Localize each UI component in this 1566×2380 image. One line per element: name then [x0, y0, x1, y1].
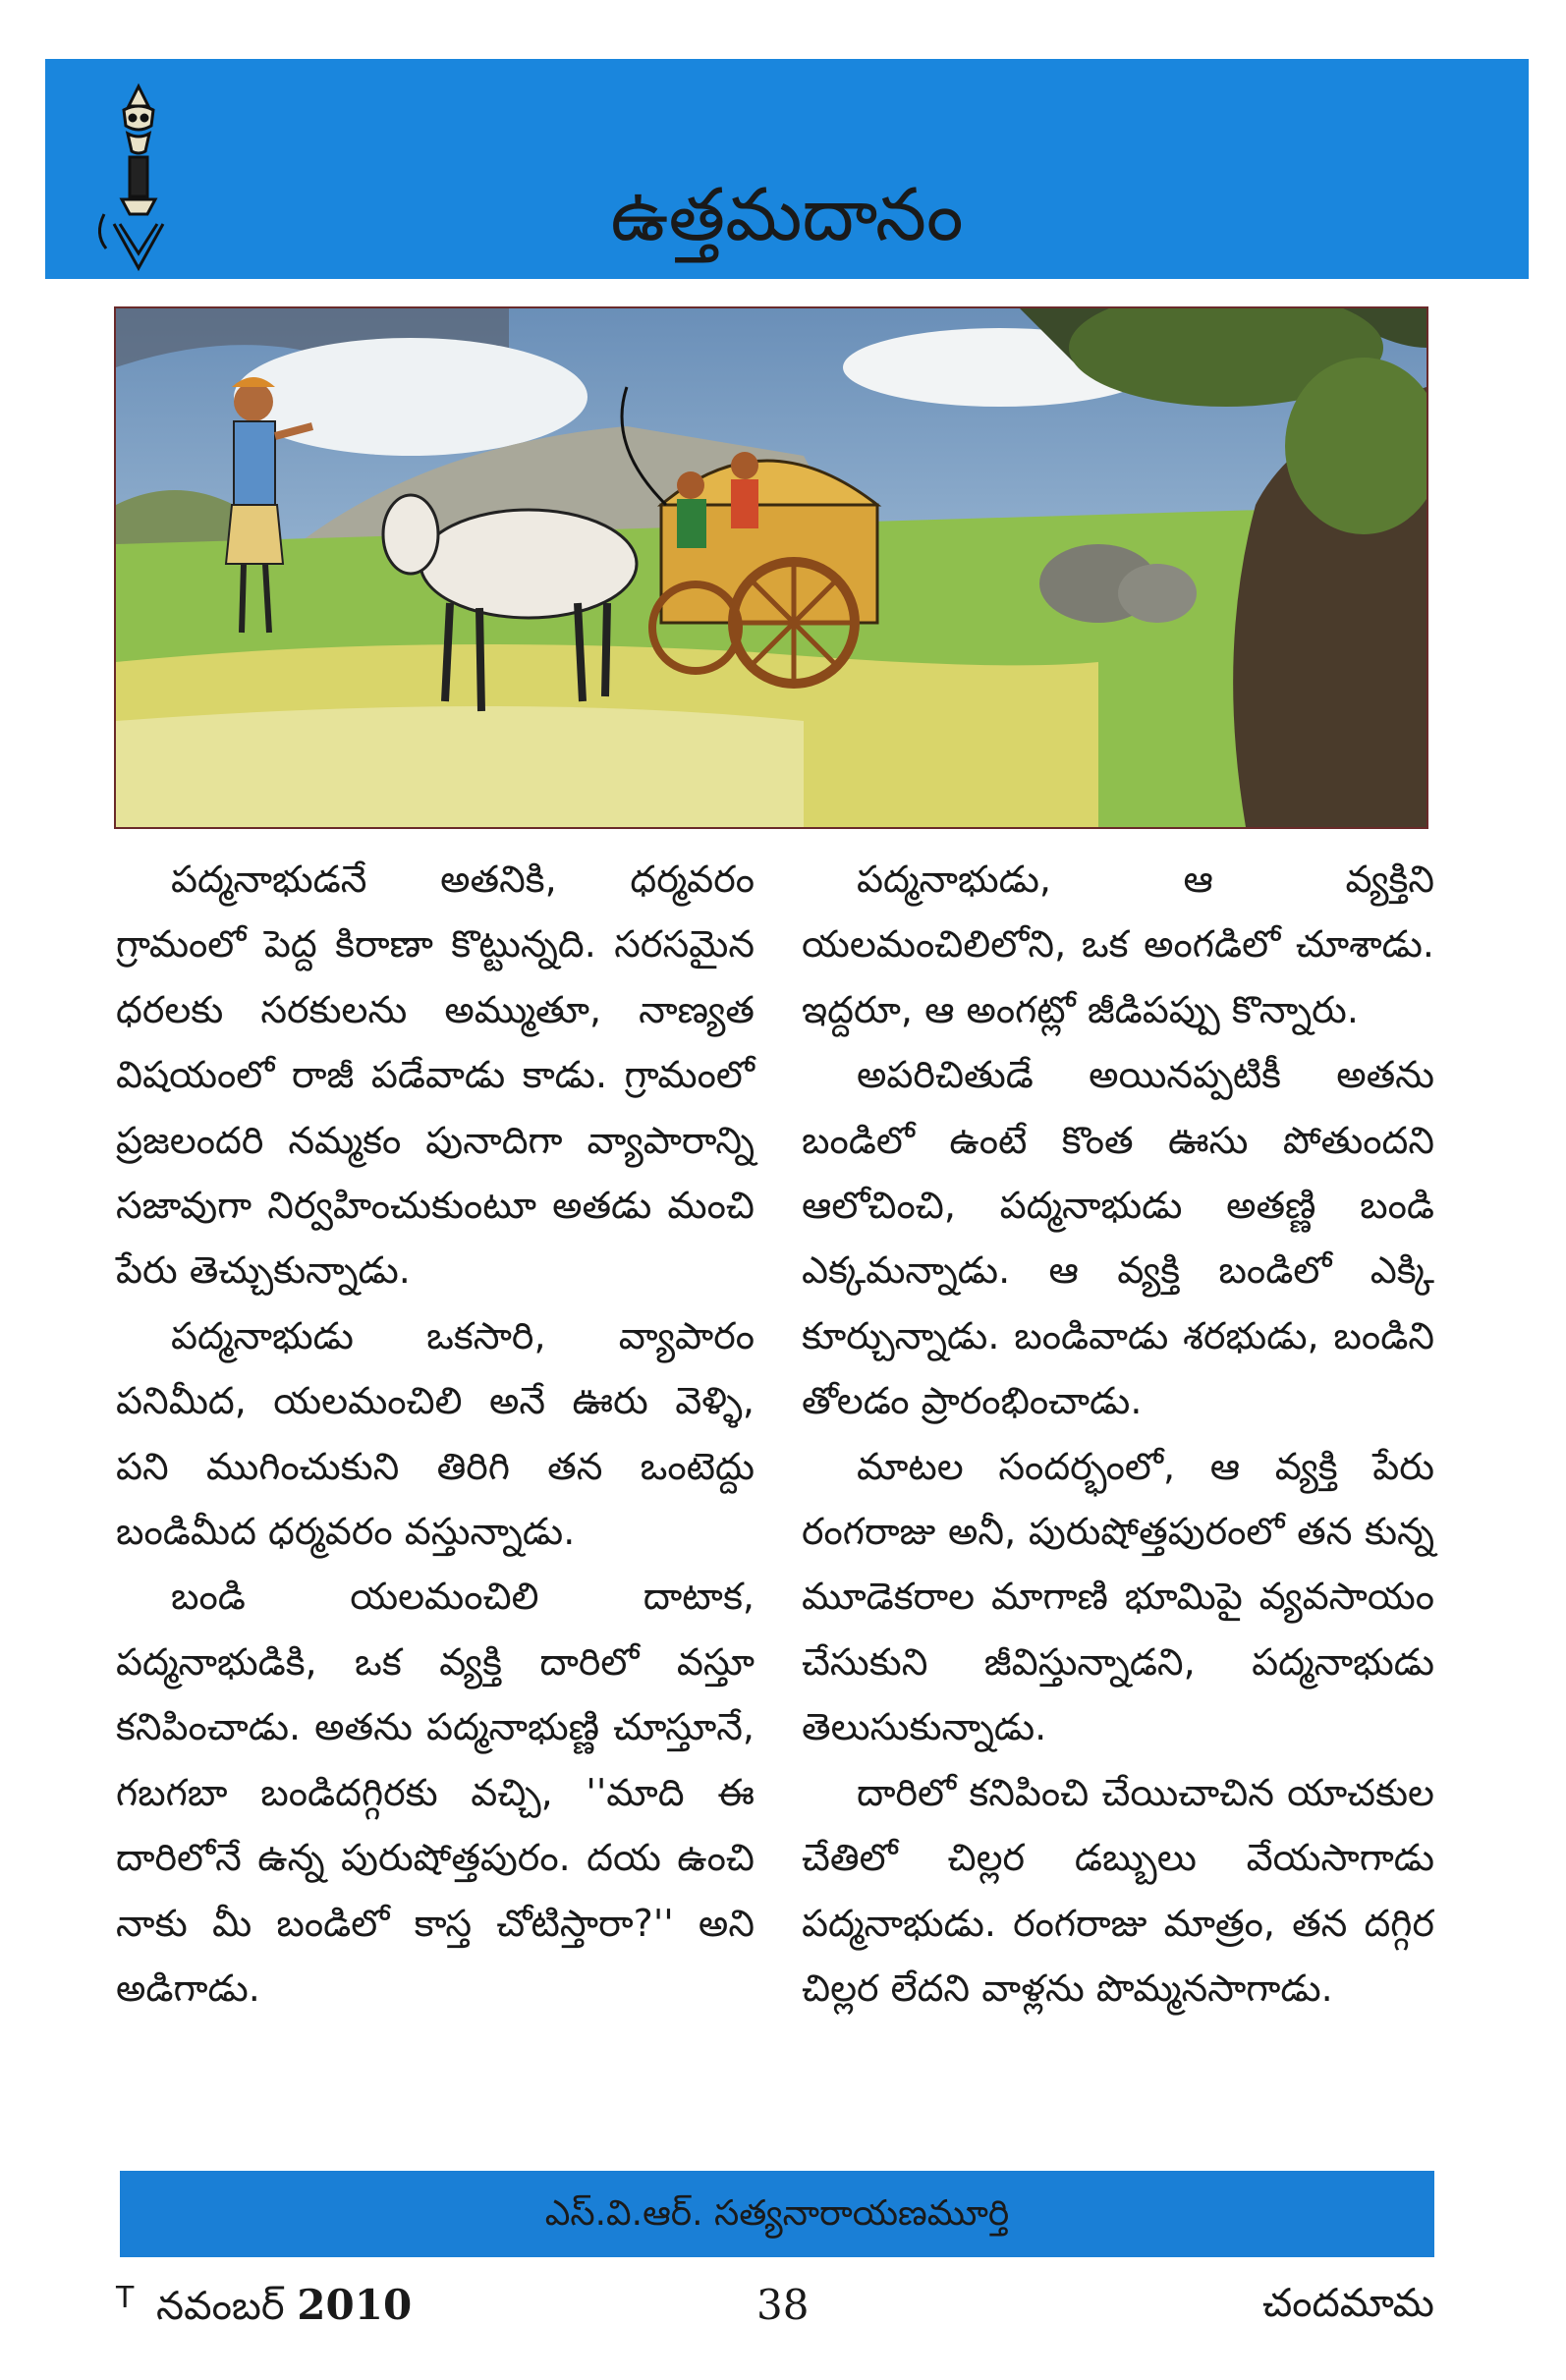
paragraph: పద్మనాభుడు, ఆ వ్యక్తిని యలమంచిలిలోని, ఒక అంగడిలో చూశాడు. ఇద్దరూ, ఆ అంగట్లో జీడిపప్పు కొన్నారు.	[802, 858, 1434, 1031]
footer-mark: T	[116, 2281, 135, 2315]
paragraph: బండి యలమంచిలి దాటాక, పద్మనాభుడికి, ఒక వ్యక్తి దారిలో వస్తూ కనిపించాడు. అతను పద్మనాభుణ్ణి చూస్తూనే, గబగబా బండిదగ్గిరకు వచ్చి, ''మాది ఈ దారిలోనే ఉన్న పురుషోత్తపురం. దయ ఉంచి నాకు మీ బండిలో కాస్త చోటిస్తారా?'' అని అడిగాడు.	[116, 1575, 755, 2010]
page-number: 38	[756, 2281, 810, 2329]
paragraph: మాటల సందర్భంలో, ఆ వ్యక్తి పేరు రంగరాజు అనీ, పురుషోత్తపురంలో తన కున్న మూడెకరాల మాగాణి భూమిపై వ్యవసాయం చేసుకుని జీవిస్తున్నాడని, పద్మనాభుడు తెలుసుకున్నాడు.	[802, 1444, 1434, 1749]
footer-issue	[116, 2281, 412, 2339]
magazine-name: చందమామ	[1261, 2281, 1434, 2326]
footer-month: నవంబర్	[156, 2284, 285, 2329]
story-illustration	[114, 306, 1428, 829]
story-column-left	[116, 847, 755, 2020]
paragraph: పద్మనాభుడనే అతనికి, ధర్మవరం గ్రామంలో పెద్ద కిరాణా కొట్టున్నది. సరసమైన ధరలకు సరకులను అమ్ముతూ, నాణ్యత విషయంలో రాజీ పడేవాడు కాడు. గ్రామంలో ప్రజలందరి నమ్మకం పునాదిగా వ్యాపారాన్ని సజావుగా నిర్వహించుకుంటూ అతడు మంచి పేరు తెచ్చుకున్నాడు.	[116, 858, 755, 1293]
story-title: ఉత్తమదానం	[610, 173, 964, 257]
author-banner	[120, 2171, 1434, 2257]
story-column-right	[802, 847, 1434, 2020]
footer-year: 2010	[297, 2281, 413, 2329]
bullock-cart-scene-image	[116, 308, 1426, 827]
author-name: ఎస్.వి.ఆర్. సత్యనారాయణమూర్తి	[544, 2193, 1010, 2234]
paragraph: దారిలో కనిపించి చేయిచాచిన యాచకుల చేతిలో చిల్లర డబ్బులు వేయసాగాడు పద్మనాభుడు. రంగరాజు మాత్రం, తన దగ్గిర చిల్లర లేదని వాళ్లను పొమ్మనసాగాడు.	[802, 1770, 1434, 2010]
title-banner	[45, 59, 1529, 279]
paragraph: అపరిచితుడే అయినప్పటికీ అతను బండిలో ఉంటే కొంత ఊసు పోతుందని ఆలోచించి, పద్మనాభుడు అతణ్ణి బండి ఎక్కమన్నాడు. ఆ వ్యక్తి బండిలో ఎక్కి కూర్చున్నాడు. బండివాడు శరభుడు, బండిని తోలడం ప్రారంభించాడు.	[802, 1053, 1434, 1423]
paragraph: పద్మనాభుడు ఒకసారి, వ్యాపారం పనిమీద, యలమంచిలి అనే ఊరు వెళ్ళి, పని ముగించుకుని తిరిగి తన ఒంటెద్దు బండిమీద ధర్మవరం వస్తున్నాడు.	[116, 1313, 755, 1554]
page-footer	[0, 2281, 1566, 2340]
